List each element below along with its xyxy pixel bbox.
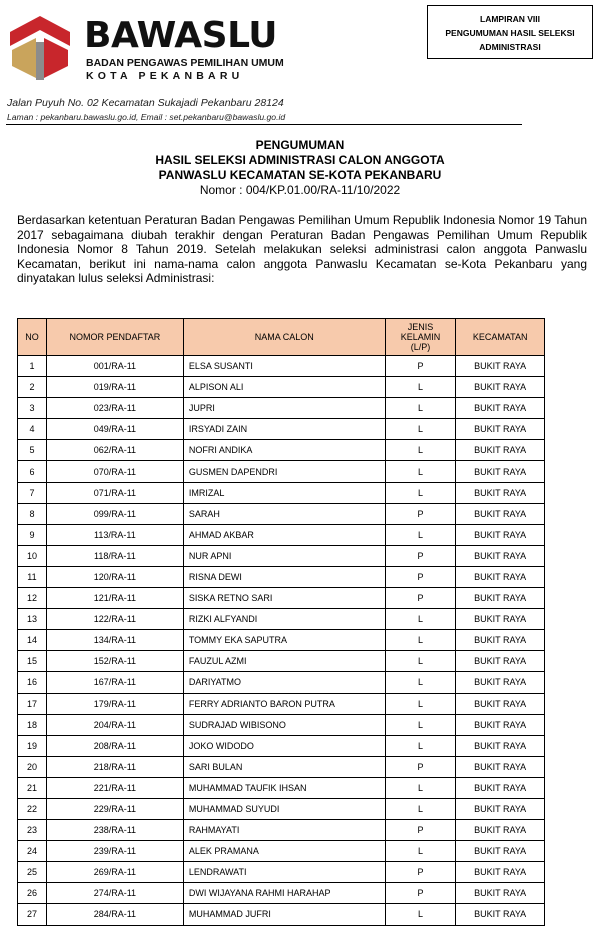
cell-jenis-kelamin: P <box>385 545 456 566</box>
table-row <box>18 672 545 693</box>
cell-nama-calon: DWI WIJAYANA RAHMI HARAHAP <box>183 883 385 904</box>
cell-no: 27 <box>18 904 47 925</box>
table-row <box>18 862 545 883</box>
cell-no: 13 <box>18 609 47 630</box>
letterhead-divider <box>6 124 522 125</box>
table-row <box>18 398 545 419</box>
cell-nomor-pendaftar: 023/RA-11 <box>46 398 183 419</box>
table-row <box>18 693 545 714</box>
cell-no: 17 <box>18 693 47 714</box>
appendix-box <box>427 5 593 59</box>
table-row <box>18 820 545 841</box>
cell-kecamatan: BUKIT RAYA <box>456 883 545 904</box>
cell-no: 6 <box>18 461 47 482</box>
cell-nama-calon: NUR APNI <box>183 545 385 566</box>
table-row <box>18 798 545 819</box>
cell-no: 23 <box>18 820 47 841</box>
cell-jenis-kelamin: L <box>385 693 456 714</box>
announcement-title-block <box>0 138 600 198</box>
cell-kecamatan: BUKIT RAYA <box>456 735 545 756</box>
cell-kecamatan: BUKIT RAYA <box>456 714 545 735</box>
table-row <box>18 503 545 524</box>
cell-nomor-pendaftar: 071/RA-11 <box>46 482 183 503</box>
cell-jenis-kelamin: L <box>385 524 456 545</box>
cell-nomor-pendaftar: 099/RA-11 <box>46 503 183 524</box>
cell-nomor-pendaftar: 239/RA-11 <box>46 841 183 862</box>
logo-right-panel <box>44 38 68 78</box>
cell-no: 4 <box>18 419 47 440</box>
cell-no: 12 <box>18 588 47 609</box>
cell-kecamatan: BUKIT RAYA <box>456 419 545 440</box>
header-nama-calon: NAMA CALON <box>183 319 385 356</box>
cell-no: 22 <box>18 798 47 819</box>
cell-jenis-kelamin: L <box>385 398 456 419</box>
cell-nama-calon: SUDRAJAD WIBISONO <box>183 714 385 735</box>
title-line-2: HASIL SELEKSI ADMINISTRASI CALON ANGGOTA <box>155 153 445 167</box>
table-row <box>18 524 545 545</box>
cell-no: 15 <box>18 651 47 672</box>
cell-kecamatan: BUKIT RAYA <box>456 777 545 798</box>
cell-nama-calon: MUHAMMAD TAUFIK IHSAN <box>183 777 385 798</box>
cell-jenis-kelamin: L <box>385 630 456 651</box>
cell-nama-calon: ALEK PRAMANA <box>183 841 385 862</box>
appendix-line-3: ADMINISTRASI <box>479 42 541 52</box>
cell-kecamatan: BUKIT RAYA <box>456 904 545 925</box>
header-jk-line-2: KELAMIN <box>400 332 441 342</box>
cell-jenis-kelamin: P <box>385 756 456 777</box>
cell-nama-calon: JOKO WIDODO <box>183 735 385 756</box>
cell-nomor-pendaftar: 179/RA-11 <box>46 693 183 714</box>
cell-no: 3 <box>18 398 47 419</box>
cell-kecamatan: BUKIT RAYA <box>456 356 545 377</box>
cell-jenis-kelamin: L <box>385 651 456 672</box>
cell-no: 11 <box>18 566 47 587</box>
cell-nama-calon: SISKA RETNO SARI <box>183 588 385 609</box>
cell-nomor-pendaftar: 019/RA-11 <box>46 377 183 398</box>
cell-jenis-kelamin: L <box>385 714 456 735</box>
cell-kecamatan: BUKIT RAYA <box>456 566 545 587</box>
cell-kecamatan: BUKIT RAYA <box>456 440 545 461</box>
cell-no: 7 <box>18 482 47 503</box>
cell-nomor-pendaftar: 269/RA-11 <box>46 862 183 883</box>
cell-jenis-kelamin: P <box>385 503 456 524</box>
brand-subtitle: BADAN PENGAWAS PEMILIHAN UMUM <box>86 57 284 69</box>
cell-no: 10 <box>18 545 47 566</box>
cell-jenis-kelamin: L <box>385 419 456 440</box>
cell-nomor-pendaftar: 221/RA-11 <box>46 777 183 798</box>
cell-kecamatan: BUKIT RAYA <box>456 503 545 524</box>
header-jenis-kelamin <box>385 319 456 356</box>
cell-jenis-kelamin: L <box>385 482 456 503</box>
cell-nomor-pendaftar: 113/RA-11 <box>46 524 183 545</box>
cell-kecamatan: BUKIT RAYA <box>456 756 545 777</box>
cell-nomor-pendaftar: 120/RA-11 <box>46 566 183 587</box>
cell-no: 2 <box>18 377 47 398</box>
cell-nomor-pendaftar: 049/RA-11 <box>46 419 183 440</box>
table-row <box>18 883 545 904</box>
cell-kecamatan: BUKIT RAYA <box>456 609 545 630</box>
cell-no: 14 <box>18 630 47 651</box>
cell-nama-calon: SARI BULAN <box>183 756 385 777</box>
cell-nama-calon: JUPRI <box>183 398 385 419</box>
table-row <box>18 482 545 503</box>
cell-jenis-kelamin: P <box>385 862 456 883</box>
logo-left-panel <box>12 38 36 78</box>
title-line-1: PENGUMUMAN <box>255 138 345 152</box>
table-row <box>18 419 545 440</box>
cell-nama-calon: MUHAMMAD SUYUDI <box>183 798 385 819</box>
cell-nomor-pendaftar: 118/RA-11 <box>46 545 183 566</box>
cell-nama-calon: TOMMY EKA SAPUTRA <box>183 630 385 651</box>
cell-nomor-pendaftar: 152/RA-11 <box>46 651 183 672</box>
cell-kecamatan: BUKIT RAYA <box>456 377 545 398</box>
cell-nama-calon: FAUZUL AZMI <box>183 651 385 672</box>
cell-nomor-pendaftar: 121/RA-11 <box>46 588 183 609</box>
cell-no: 18 <box>18 714 47 735</box>
cell-no: 5 <box>18 440 47 461</box>
cell-kecamatan: BUKIT RAYA <box>456 630 545 651</box>
cell-nama-calon: RAHMAYATI <box>183 820 385 841</box>
cell-nama-calon: DARIYATMO <box>183 672 385 693</box>
cell-nomor-pendaftar: 208/RA-11 <box>46 735 183 756</box>
table-row <box>18 904 545 925</box>
cell-jenis-kelamin: P <box>385 883 456 904</box>
cell-no: 24 <box>18 841 47 862</box>
cell-kecamatan: BUKIT RAYA <box>456 524 545 545</box>
office-contact: Laman : pekanbaru.bawaslu.go.id, Email : set.pekanbaru@bawaslu.go.id <box>7 112 286 122</box>
table-row <box>18 588 545 609</box>
cell-jenis-kelamin: L <box>385 735 456 756</box>
cell-kecamatan: BUKIT RAYA <box>456 398 545 419</box>
cell-jenis-kelamin: L <box>385 609 456 630</box>
table-row <box>18 609 545 630</box>
table-row <box>18 630 545 651</box>
cell-nama-calon: ELSA SUSANTI <box>183 356 385 377</box>
cell-kecamatan: BUKIT RAYA <box>456 651 545 672</box>
cell-nama-calon: ALPISON ALI <box>183 377 385 398</box>
cell-nama-calon: AHMAD AKBAR <box>183 524 385 545</box>
cell-nama-calon: IMRIZAL <box>183 482 385 503</box>
cell-jenis-kelamin: L <box>385 904 456 925</box>
cell-no: 26 <box>18 883 47 904</box>
cell-kecamatan: BUKIT RAYA <box>456 841 545 862</box>
cell-kecamatan: BUKIT RAYA <box>456 820 545 841</box>
cell-jenis-kelamin: L <box>385 461 456 482</box>
cell-kecamatan: BUKIT RAYA <box>456 588 545 609</box>
cell-nomor-pendaftar: 167/RA-11 <box>46 672 183 693</box>
table-row <box>18 756 545 777</box>
table-row <box>18 356 545 377</box>
table-header-row <box>18 319 545 356</box>
logo-roof <box>10 16 70 46</box>
header-jk-line-1: JENIS <box>407 322 434 332</box>
cell-nama-calon: RISNA DEWI <box>183 566 385 587</box>
document-number: Nomor : 004/KP.01.00/RA-11/10/2022 <box>199 183 401 197</box>
cell-nomor-pendaftar: 122/RA-11 <box>46 609 183 630</box>
cell-jenis-kelamin: L <box>385 440 456 461</box>
cell-jenis-kelamin: L <box>385 798 456 819</box>
cell-jenis-kelamin: L <box>385 841 456 862</box>
cell-nomor-pendaftar: 001/RA-11 <box>46 356 183 377</box>
table-row <box>18 735 545 756</box>
header-kecamatan: KECAMATAN <box>456 319 545 356</box>
cell-no: 16 <box>18 672 47 693</box>
cell-kecamatan: BUKIT RAYA <box>456 798 545 819</box>
cell-no: 1 <box>18 356 47 377</box>
cell-nama-calon: GUSMEN DAPENDRI <box>183 461 385 482</box>
cell-jenis-kelamin: P <box>385 588 456 609</box>
cell-nomor-pendaftar: 070/RA-11 <box>46 461 183 482</box>
cell-kecamatan: BUKIT RAYA <box>456 545 545 566</box>
table-row <box>18 651 545 672</box>
cell-nomor-pendaftar: 218/RA-11 <box>46 756 183 777</box>
cell-nama-calon: RIZKI ALFYANDI <box>183 609 385 630</box>
cell-jenis-kelamin: L <box>385 377 456 398</box>
table-row <box>18 440 545 461</box>
table-row <box>18 377 545 398</box>
cell-jenis-kelamin: L <box>385 777 456 798</box>
table-row <box>18 777 545 798</box>
cell-nomor-pendaftar: 238/RA-11 <box>46 820 183 841</box>
cell-nama-calon: FERRY ADRIANTO BARON PUTRA <box>183 693 385 714</box>
cell-kecamatan: BUKIT RAYA <box>456 862 545 883</box>
cell-nomor-pendaftar: 134/RA-11 <box>46 630 183 651</box>
cell-nama-calon: MUHAMMAD JUFRI <box>183 904 385 925</box>
cell-jenis-kelamin: P <box>385 356 456 377</box>
cell-nama-calon: LENDRAWATI <box>183 862 385 883</box>
header-no: NO <box>18 319 47 356</box>
brand-name: BAWASLU <box>84 15 277 56</box>
cell-no: 19 <box>18 735 47 756</box>
cell-no: 20 <box>18 756 47 777</box>
cell-nomor-pendaftar: 284/RA-11 <box>46 904 183 925</box>
table-row <box>18 841 545 862</box>
title-line-3: PANWASLU KECAMATAN SE-KOTA PEKANBARU <box>158 168 442 182</box>
cell-no: 9 <box>18 524 47 545</box>
cell-jenis-kelamin: P <box>385 566 456 587</box>
logo-center-bar <box>36 42 44 80</box>
candidate-table <box>17 318 545 926</box>
bawaslu-logo-icon <box>6 12 74 84</box>
cell-no: 8 <box>18 503 47 524</box>
cell-nomor-pendaftar: 274/RA-11 <box>46 883 183 904</box>
cell-kecamatan: BUKIT RAYA <box>456 461 545 482</box>
cell-nama-calon: IRSYADI ZAIN <box>183 419 385 440</box>
cell-jenis-kelamin: L <box>385 672 456 693</box>
header-nomor-pendaftar: NOMOR PENDAFTAR <box>46 319 183 356</box>
table-row <box>18 566 545 587</box>
cell-kecamatan: BUKIT RAYA <box>456 672 545 693</box>
cell-nomor-pendaftar: 062/RA-11 <box>46 440 183 461</box>
cell-nomor-pendaftar: 204/RA-11 <box>46 714 183 735</box>
cell-kecamatan: BUKIT RAYA <box>456 482 545 503</box>
table-row <box>18 461 545 482</box>
cell-jenis-kelamin: P <box>385 820 456 841</box>
cell-nomor-pendaftar: 229/RA-11 <box>46 798 183 819</box>
office-address: Jalan Puyuh No. 02 Kecamatan Sukajadi Pekanbaru 28124 <box>7 97 284 109</box>
header-jk-line-3: (L/P) <box>410 342 431 352</box>
brand-city: KOTA PEKANBARU <box>86 70 244 82</box>
cell-no: 21 <box>18 777 47 798</box>
table-row <box>18 714 545 735</box>
intro-paragraph: Berdasarkan ketentuan Peraturan Badan Pengawas Pemilihan Umum Republik Indonesia Nomor 19 Tahun 2017 sebagaimana diubah terakhir dengan Peraturan Badan Pengawas Pemilihan Umum Republik Indonesia Nomor 8 Tahun 2019. Setelah melakukan seleksi administrasi calon anggota Panwaslu Kecamatan, berikut ini nama-nama calon anggota Panwaslu Kecamatan se-Kota Pekanbaru yang dinyatakan lulus seleksi Administrasi: <box>17 213 587 285</box>
cell-nama-calon: NOFRI ANDIKA <box>183 440 385 461</box>
cell-nama-calon: SARAH <box>183 503 385 524</box>
cell-no: 25 <box>18 862 47 883</box>
appendix-line-2: PENGUMUMAN HASIL SELEKSI <box>445 28 575 38</box>
appendix-line-1: LAMPIRAN VIII <box>480 14 540 24</box>
table-row <box>18 545 545 566</box>
cell-kecamatan: BUKIT RAYA <box>456 693 545 714</box>
